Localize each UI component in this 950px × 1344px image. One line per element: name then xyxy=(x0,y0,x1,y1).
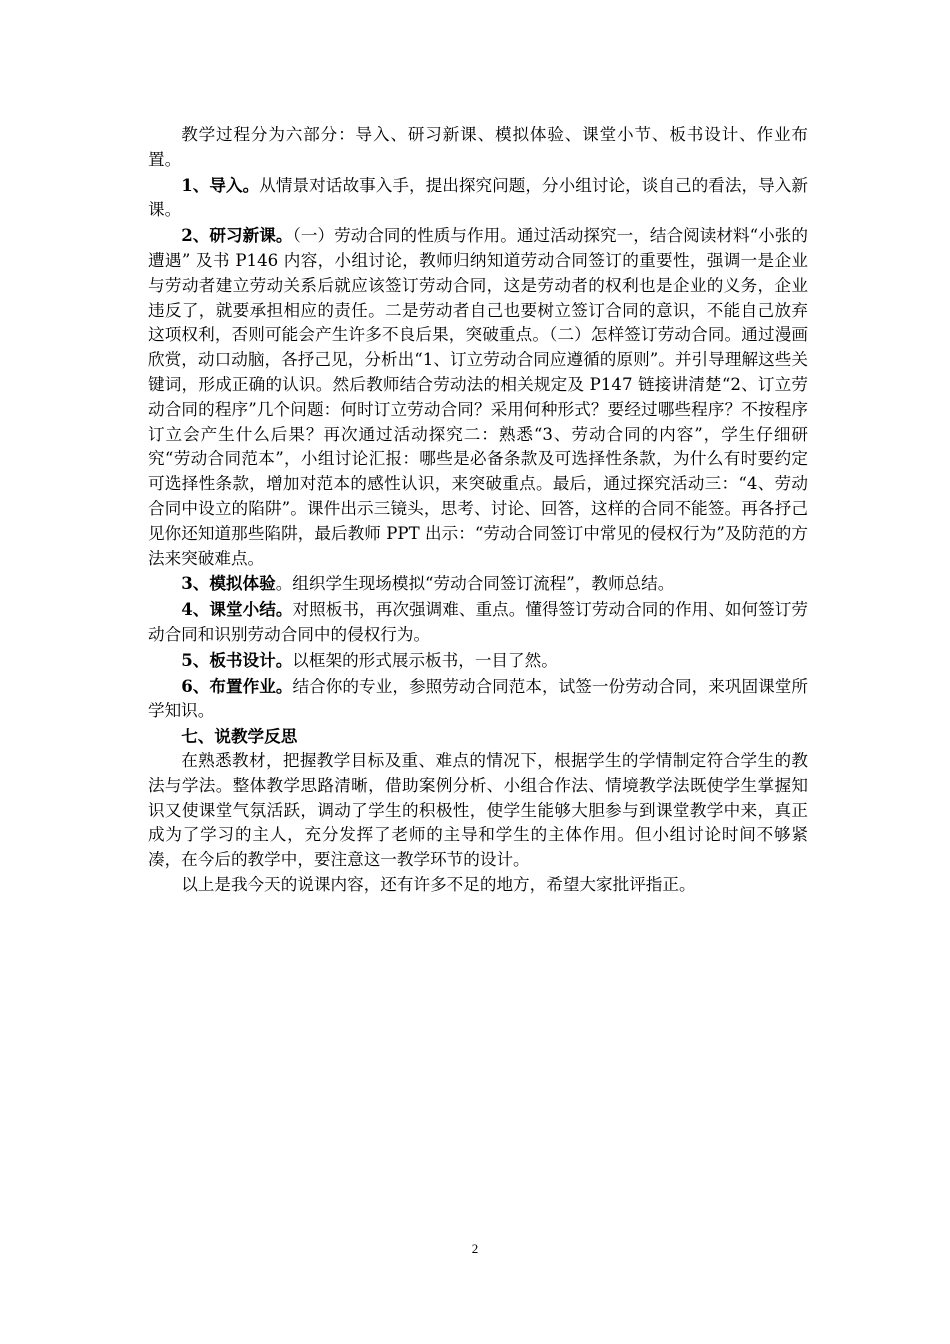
page-number: 2 xyxy=(471,1241,479,1256)
step-lead: 3、模拟体验 xyxy=(181,573,276,594)
step-text: 。组织学生现场模拟“劳动合同签订流程”，教师总结。 xyxy=(275,574,675,594)
step-summary-paragraph xyxy=(148,597,808,648)
step-lead: 4、课堂小结。 xyxy=(181,599,293,620)
step-text: 结合你的专业，参照劳动合同范本，试签一份劳动合同，来巩固课堂所学知识。 xyxy=(148,676,809,721)
step-lead: 1、导入。 xyxy=(181,174,260,195)
step-new-lesson-paragraph xyxy=(148,223,808,571)
step-board-design-paragraph xyxy=(148,648,808,674)
reflection-paragraph: 在熟悉教材，把握教学目标及重、难点的情况下，根据学生的学情制定符合学生的教法与学法。整体教学思路清晰，借助案例分析、小组合作法、情境教学法既使学生掌握知识又使课堂气氛活跃，调动了学生的积极性，使学生能够大胆参与到课堂教学中来，真正成为了学习的主人，充分发挥了老师的主导和学生的主体作用。但小组讨论时间不够紧凑，在今后的教学中，要注意这一教学环节的设计。 xyxy=(148,750,808,870)
closing-paragraph: 以上是我今天的说课内容，还有许多不足的地方，希望大家批评指正。 xyxy=(181,874,696,894)
step-homework-paragraph xyxy=(148,674,808,725)
document-body xyxy=(148,123,808,898)
step-text: 从情景对话故事入手，提出探究问题，分小组讨论，谈自己的看法，导入新课。 xyxy=(148,175,809,220)
step-lead: 5、板书设计。 xyxy=(181,649,293,670)
step-text: 以框架的形式展示板书，一目了然。 xyxy=(292,650,558,670)
step-import-paragraph xyxy=(148,173,808,224)
step-simulation-paragraph xyxy=(148,571,808,597)
section-heading-reflection: 七、说教学反思 xyxy=(181,726,298,747)
step-text: （一）劳动合同的性质与作用。通过活动探究一，结合阅读材料“小张的遭遇” 及书 P146 内容，小组讨论，教师归纳知道劳动合同签订的重要性，强调一是企业与劳动者建立劳动关系后就应该签订劳动合同，这是劳动者的权利也是企业的义务，企业违反了，就要承担相应的责任。二是劳动者自己也要树立签订合同的意识，不能自己放弃这项权利，否则可能会产生许多不良后果，突破重点。（二）怎样签订劳动合同。通过漫画欣赏，动口动脑，各抒己见，分析出“1、订立劳动合同应遵循的原则”。并引导理解这些关键词，形成正确的认识。然后教师结合劳动法的相关规定及 P147 链接讲清楚“2、订立劳动合同的程序”几个问题：何时订立劳动合同？采用何种形式？要经过哪些程序？不按程序订立会产生什么后果？再次通过活动探究二：熟悉“3、劳动合同的内容”，学生仔细研究“劳动合同范本”，小组讨论汇报：哪些是必备条款及可选择性条款，为什么有时要约定可选择性条款，增加对范本的感性认识，来突破重点。最后，通过探究活动三：“4、劳动合同中设立的陷阱”。课件出示三镜头，思考、讨论、回答，这样的合同不能签。再各抒己见你还知道那些陷阱，最后教师 PPT 出示：“劳动合同签订中常见的侵权行为”及防范的方法来突破难点。 xyxy=(148,226,808,568)
step-lead: 2、研习新课。 xyxy=(181,225,293,246)
step-text: 对照板书，再次强调难、重点。懂得签订劳动合同的作用、如何签订劳动合同和识别劳动合同中的侵权行为。 xyxy=(148,600,809,644)
step-lead: 6、布置作业。 xyxy=(181,675,293,696)
intro-paragraph: 教学过程分为六部分：导入、研习新课、模拟体验、课堂小节、板书设计、作业布置。 xyxy=(148,125,808,169)
